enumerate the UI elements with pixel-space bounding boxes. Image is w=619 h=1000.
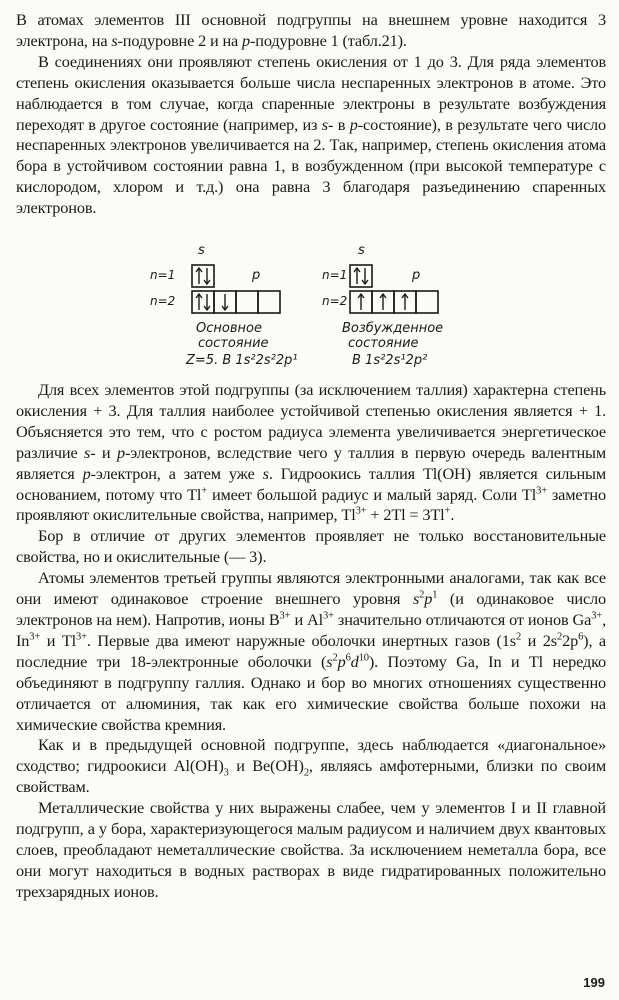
ground-2p-box-2 <box>236 291 258 313</box>
ground-n2-label: n=2 <box>150 294 176 308</box>
text-block-bottom <box>16 380 606 903</box>
ground-formula: Z=5. B 1s²2s²2p¹ <box>186 353 298 368</box>
ground-2s-box <box>192 291 214 313</box>
excited-n1-label: n=1 <box>322 268 348 282</box>
excited-2p-box-3 <box>416 291 438 313</box>
orbital-diagram <box>150 243 480 373</box>
excited-formula: B 1s²2s¹2p² <box>352 353 428 368</box>
excited-2p-arrow-1-icon <box>380 294 386 310</box>
excited-1s-arrows-icon <box>354 268 368 284</box>
excited-2p-arrow-2-icon <box>402 294 408 310</box>
paragraph: Бор в отличие от других элементов проявляет не только восстановительные свойства, но и окислительные (— 3). <box>16 526 606 567</box>
excited-n2-label: n=2 <box>322 294 348 308</box>
excited-caption-1: Возбужденное <box>342 321 444 336</box>
ground-caption-1: Основное <box>196 321 262 336</box>
ground-state-diagram <box>150 243 298 368</box>
ground-1s-arrows-icon <box>196 268 210 284</box>
paragraph: В атомах элементов III основной подгруппы на внешнем уровне находится 3 электрона, на s-подуровне 2 и на p-подуровне 1 (табл.21). <box>16 10 606 50</box>
excited-state-diagram <box>322 243 443 368</box>
paragraph: В соединениях они проявляют степень окисления от 1 до 3. Для ряда элементов степень окисления оказывается больше числа неспаренных электронов в атоме. Это наблюдается в том случае, когда спаренные электроны в результате возбуждения переходят в другое состояние (например, из s- в p-состояние), в результате чего число неспаренных электронов увеличивается на 2. Так, например, степень окисления атома бора в устойчивом состоянии равна 1, в возбужденном (при высокой температуре с кислородом, хлором и т.д.) она равна 3 благодаря разъединению спаренных электронов. <box>16 51 606 218</box>
ground-2p-arrow-icon <box>222 294 228 310</box>
paragraph: Атомы элементов третьей группы являются электронными аналогами, так как все они имеют одинаковое строение внешнего уровня $s^2p^1$ (и одинаковое число электронов на нем). Напротив, ионы $B^{3+}$ и $Al^{3+}$ значительно отличаются от ионов $Ga^{3+}$, $In^{3+}$ и $Tl^{3+}$. Первые два имеют наружные оболочки инертных газов ($1s^2$ и $2s^22p^6$), а последние три 18-электронные оболочки $(s^2p^6d^{10})$. Поэтому Ga, In и Tl нередко объединяют в подгруппу галлия. Однако и бор во многих отношениях существенно отличается от алюминия, так как его химические свойства больше похожи на химические свойства кремния. <box>16 568 607 734</box>
excited-2s-arrow-icon <box>358 294 364 310</box>
ground-2p-box-3 <box>258 291 280 313</box>
paragraph: Металлические свойства у них выражены слабее, чем у элементов I и II главной подгрупп, а у бора, характеризующегося малым радиусом и наличием двух квантовых слоев, преобладают неметаллические свойства. За исключением неметалла бора, все они могут находиться в водных растворах в виде гидратированных положительно трехзарядных ионов. <box>16 798 606 901</box>
ground-2s-arrows-icon <box>196 294 210 310</box>
ground-p-label: p <box>252 268 261 283</box>
ground-n1-label: n=1 <box>150 268 176 282</box>
paragraph: Для всех элементов этой подгруппы (за исключением таллия) характерна степень окисления + 3. Для таллия наиболее устойчивой степенью окисления является + 1. Объясняется это тем, что с ростом радиуса элемента увеличивается энергетическое различие s- и p-электронов, вследствие чего у таллия в первую очередь валентным является p-электрон, а затем уже s. Гидроокись таллия Tl(OH) является сильным основанием, потому что Tl+ имеет большой радиус и малый заряд. Соли $Tl^{3+}$ заметно проявляют окислительные свойства, например, $Tl^{3+} + 2Tl = 3Tl^+$. <box>16 380 606 525</box>
ground-caption-2: состояние <box>198 336 269 351</box>
excited-s-label: s <box>358 243 365 258</box>
excited-1s-box <box>350 265 372 287</box>
excited-p-label: p <box>412 268 421 283</box>
ground-1s-box <box>192 265 214 287</box>
paragraph: Как и в предыдущей основной подгруппе, здесь наблюдается «диагональное» сходство; гидроокиси $Al(OH)_3$ и $Be(OH)_2$, являясь амфотерными, близки по своим свойствам. <box>16 735 607 797</box>
text-block-top <box>16 10 606 219</box>
ground-s-label: s <box>198 243 205 258</box>
page-number: 199 <box>583 975 605 990</box>
excited-caption-2: состояние <box>348 336 419 351</box>
